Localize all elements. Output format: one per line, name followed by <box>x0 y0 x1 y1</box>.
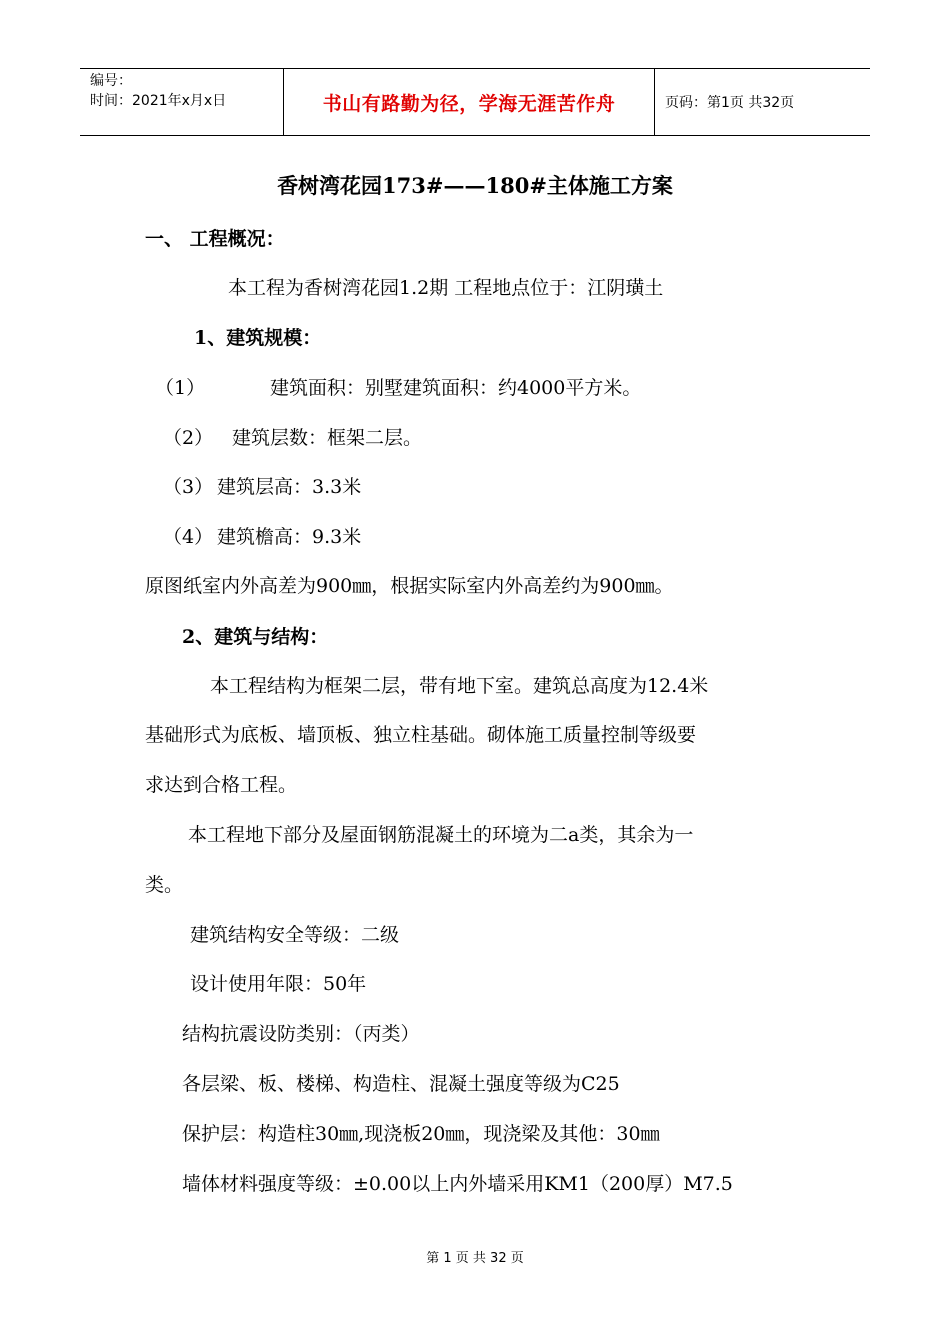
header-page-info: 页码：第1页 共32页 <box>665 95 795 111</box>
subsection-heading-scale: 1、建筑规模： <box>194 327 322 349</box>
height-difference-note: 原图纸室内外高差为900㎜，根据实际室内外高差约为900㎜。 <box>145 575 674 597</box>
list-item-number: （4） <box>163 526 214 548</box>
design-life: 设计使用年限：50年 <box>190 973 367 995</box>
seismic-category: 结构抗震设防类别：（丙类） <box>182 1023 420 1045</box>
page-header <box>80 68 870 136</box>
list-item-text: 建筑层高：3.3米 <box>217 476 362 498</box>
header-motto: 书山有路勤为径，学海无涯苦作舟 <box>322 92 616 115</box>
header-time: 时间：2021年x月x日 <box>90 93 227 109</box>
list-item-text: 建筑檐高：9.3米 <box>217 526 362 548</box>
cover-thickness: 保护层：构造柱30㎜,现浇板20㎜，现浇梁及其他：30㎜ <box>182 1123 660 1145</box>
header-meta-cell <box>80 69 283 135</box>
paragraph-line: 本工程结构为框架二层，带有地下室。建筑总高度为12.4米 <box>210 675 709 697</box>
concrete-grade: 各层梁、板、楼梯、构造柱、混凝土强度等级为C25 <box>182 1073 620 1095</box>
paragraph-line: 求达到合格工程。 <box>145 774 298 796</box>
page-footer: 第 1 页 共 32 页 <box>426 1251 524 1266</box>
document-title: 香树湾花园173#——180#主体施工方案 <box>277 173 673 198</box>
list-item-text: 建筑层数：框架二层。 <box>232 427 423 449</box>
header-divider <box>654 69 655 135</box>
paragraph-line: 本工程地下部分及屋面钢筋混凝土的环境为二a类，其余为一 <box>188 824 694 846</box>
subsection-heading-structure: 2、建筑与结构： <box>182 626 329 648</box>
list-item-text: 建筑面积：别墅建筑面积：约4000平方米。 <box>270 377 642 399</box>
paragraph-line: 基础形式为底板、墙顶板、独立柱基础。砌体施工质量控制等级要 <box>145 724 697 746</box>
project-intro: 本工程为香树湾花园1.2期 工程地点位于：江阴璜土 <box>228 277 664 299</box>
list-item-number: （2） <box>163 427 214 449</box>
section-heading: 一、 工程概况： <box>145 228 285 250</box>
wall-material: 墙体材料强度等级：±0.00以上内外墙采用KM1（200厚）M7.5 <box>182 1173 733 1195</box>
paragraph-line: 类。 <box>145 874 184 896</box>
list-item-number: （1） <box>155 377 206 399</box>
list-item-number: （3） <box>163 476 214 498</box>
header-number: 编号： <box>90 73 132 89</box>
safety-grade: 建筑结构安全等级：二级 <box>190 924 400 946</box>
